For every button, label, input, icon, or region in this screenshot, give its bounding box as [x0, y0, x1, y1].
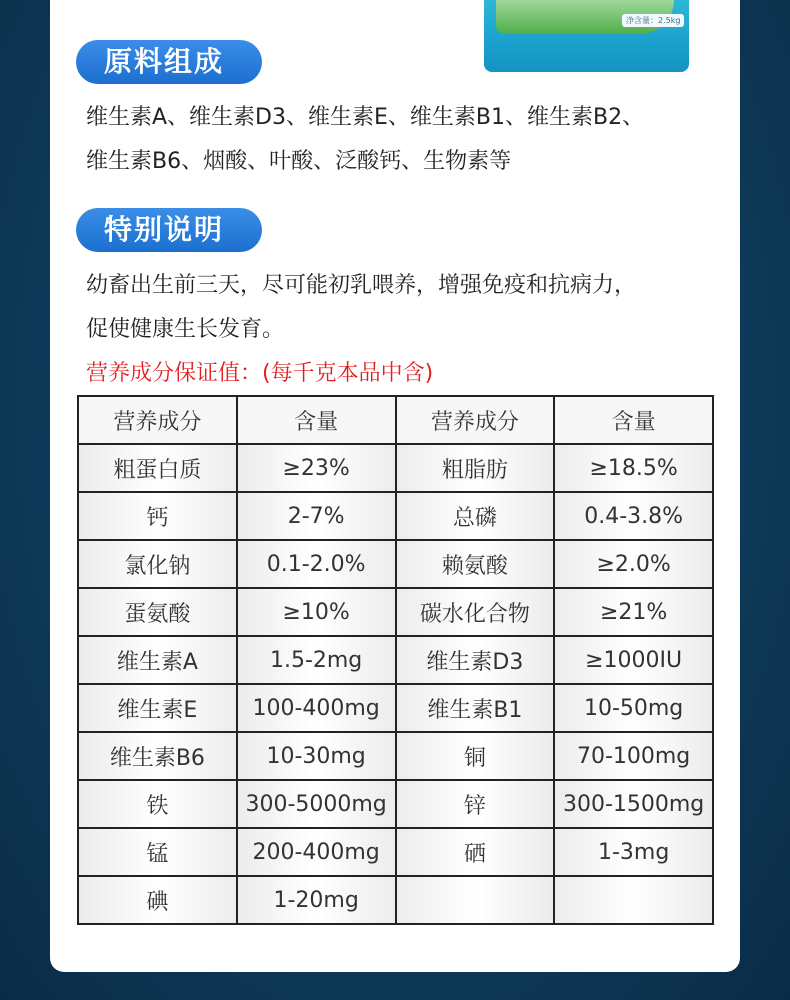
table-cell: 铜 [396, 732, 555, 780]
table-cell: 锌 [396, 780, 555, 828]
table-cell: 维生素B1 [396, 684, 555, 732]
table-row [78, 684, 713, 732]
table-cell: 10-30mg [237, 732, 396, 780]
table-row [78, 492, 713, 540]
notes-line: 促使健康生长发育。 [86, 317, 285, 342]
table-cell: 10-50mg [554, 684, 713, 732]
table-row [78, 588, 713, 636]
table-cell: 蛋氨酸 [78, 588, 237, 636]
header-cell: 含量 [554, 396, 713, 444]
table-row [78, 444, 713, 492]
table-cell: 维生素D3 [396, 636, 555, 684]
section-title-ingredients: 原料组成 [76, 40, 262, 84]
table-cell: 赖氨酸 [396, 540, 555, 588]
table-cell: 氯化钠 [78, 540, 237, 588]
table-cell: 1.5-2mg [237, 636, 396, 684]
product-package-image [484, 0, 689, 72]
table-cell: 200-400mg [237, 828, 396, 876]
section-title-notes: 特别说明 [76, 208, 262, 252]
table-cell: 0.1-2.0% [237, 540, 396, 588]
table-row [78, 780, 713, 828]
table-row [78, 876, 713, 924]
table-cell: ≥10% [237, 588, 396, 636]
table-cell [396, 876, 555, 924]
nutrition-table [77, 395, 714, 925]
table-cell: 总磷 [396, 492, 555, 540]
table-row [78, 540, 713, 588]
header-cell: 含量 [237, 396, 396, 444]
ingredients-text [86, 96, 726, 184]
ingredients-line: 维生素B6、烟酸、叶酸、泛酸钙、生物素等 [86, 149, 512, 174]
header-cell: 营养成分 [78, 396, 237, 444]
table-cell: 铁 [78, 780, 237, 828]
table-row [78, 636, 713, 684]
table-cell: ≥1000IU [554, 636, 713, 684]
table-cell: ≥23% [237, 444, 396, 492]
table-row [78, 828, 713, 876]
table-cell: 碘 [78, 876, 237, 924]
net-weight-label: 净含量：2.5kg [622, 14, 684, 27]
table-header-row [78, 396, 713, 444]
ingredients-line: 维生素A、维生素D3、维生素E、维生素B1、维生素B2、 [86, 105, 645, 130]
table-cell: ≥2.0% [554, 540, 713, 588]
table-row [78, 732, 713, 780]
table-cell: 2-7% [237, 492, 396, 540]
table-cell: ≥21% [554, 588, 713, 636]
table-cell: 粗脂肪 [396, 444, 555, 492]
table-cell: 硒 [396, 828, 555, 876]
table-cell [554, 876, 713, 924]
table-cell: 钙 [78, 492, 237, 540]
table-cell: 1-20mg [237, 876, 396, 924]
table-cell: 锰 [78, 828, 237, 876]
table-cell: 1-3mg [554, 828, 713, 876]
table-cell: 70-100mg [554, 732, 713, 780]
table-cell: 300-1500mg [554, 780, 713, 828]
table-cell: 碳水化合物 [396, 588, 555, 636]
table-cell: 0.4-3.8% [554, 492, 713, 540]
table-cell: 维生素A [78, 636, 237, 684]
header-cell: 营养成分 [396, 396, 555, 444]
table-cell: 300-5000mg [237, 780, 396, 828]
table-cell: 粗蛋白质 [78, 444, 237, 492]
guarantee-title: 营养成分保证值：(每千克本品中含) [86, 361, 434, 386]
table-cell: 维生素E [78, 684, 237, 732]
notes-text [86, 264, 726, 352]
table-cell: 100-400mg [237, 684, 396, 732]
table-cell: 维生素B6 [78, 732, 237, 780]
table-cell: ≥18.5% [554, 444, 713, 492]
notes-line: 幼畜出生前三天，尽可能初乳喂养，增强免疫和抗病力， [86, 273, 637, 298]
